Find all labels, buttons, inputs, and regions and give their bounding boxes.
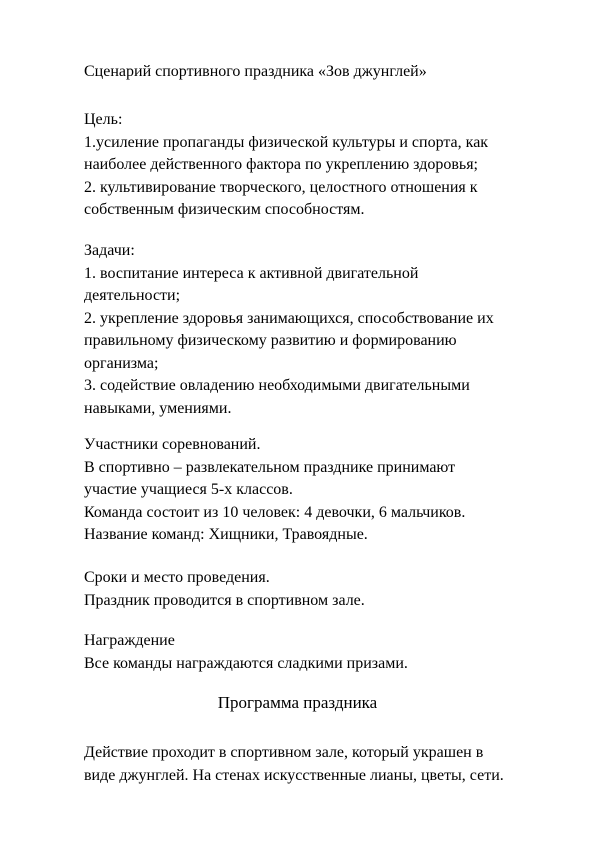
goal-section xyxy=(84,109,544,222)
dates-section xyxy=(84,567,544,612)
dates-line: Праздник проводится в спортивном зале. xyxy=(84,591,365,609)
program-intro xyxy=(84,742,544,787)
awards-line: Все команды награждаются сладкими призами. xyxy=(84,654,408,672)
goal-line: собственным физическим способностям. xyxy=(84,201,365,218)
goal-line: 1.усиление пропаганды физической культуры и спорта, как xyxy=(84,133,489,151)
document-title: Сценарий спортивного праздника «Зов джунглей» xyxy=(84,63,427,80)
program-line: Действие проходит в спортивном зале, который украшен в xyxy=(84,744,484,761)
goal-line: наиболее действенного фактора по укреплению здоровья; xyxy=(84,156,478,173)
tasks-line: 2. укрепление здоровья занимающихся, способствование их xyxy=(84,309,494,327)
participants-line: Название команд: Хищники, Травоядные. xyxy=(84,526,368,543)
participants-line: Команда состоит из 10 человек: 4 девочки, 6 мальчиков. xyxy=(84,503,466,521)
goal-line: 2. культивирование творческого, целостного отношения к xyxy=(84,178,478,196)
participants-section xyxy=(84,434,544,547)
tasks-line: организма; xyxy=(84,354,159,372)
participants-line: В спортивно – развлекательном празднике принимают xyxy=(84,458,456,476)
awards-section xyxy=(84,630,544,675)
tasks-line: правильному физическому развитию и формированию xyxy=(84,332,457,349)
program-heading: Программа праздника xyxy=(217,693,378,712)
tasks-line: 1. воспитание интереса к активной двигательной xyxy=(84,264,419,282)
tasks-section xyxy=(84,240,544,420)
participants-heading: Участники соревнований. xyxy=(84,436,261,453)
tasks-line: навыками, умениями. xyxy=(84,399,232,417)
participants-line: участие учащиеся 5-х классов. xyxy=(84,481,293,498)
tasks-line: деятельности; xyxy=(84,287,181,304)
dates-heading: Сроки и место проведения. xyxy=(84,569,270,586)
goal-heading: Цель: xyxy=(84,111,123,128)
program-line: виде джунглей. На стенах искусственные лианы, цветы, сети. xyxy=(84,766,504,784)
tasks-heading: Задачи: xyxy=(84,242,135,259)
tasks-line: 3. содействие овладению необходимыми двигательными xyxy=(84,377,470,394)
awards-heading: Награждение xyxy=(84,632,175,649)
